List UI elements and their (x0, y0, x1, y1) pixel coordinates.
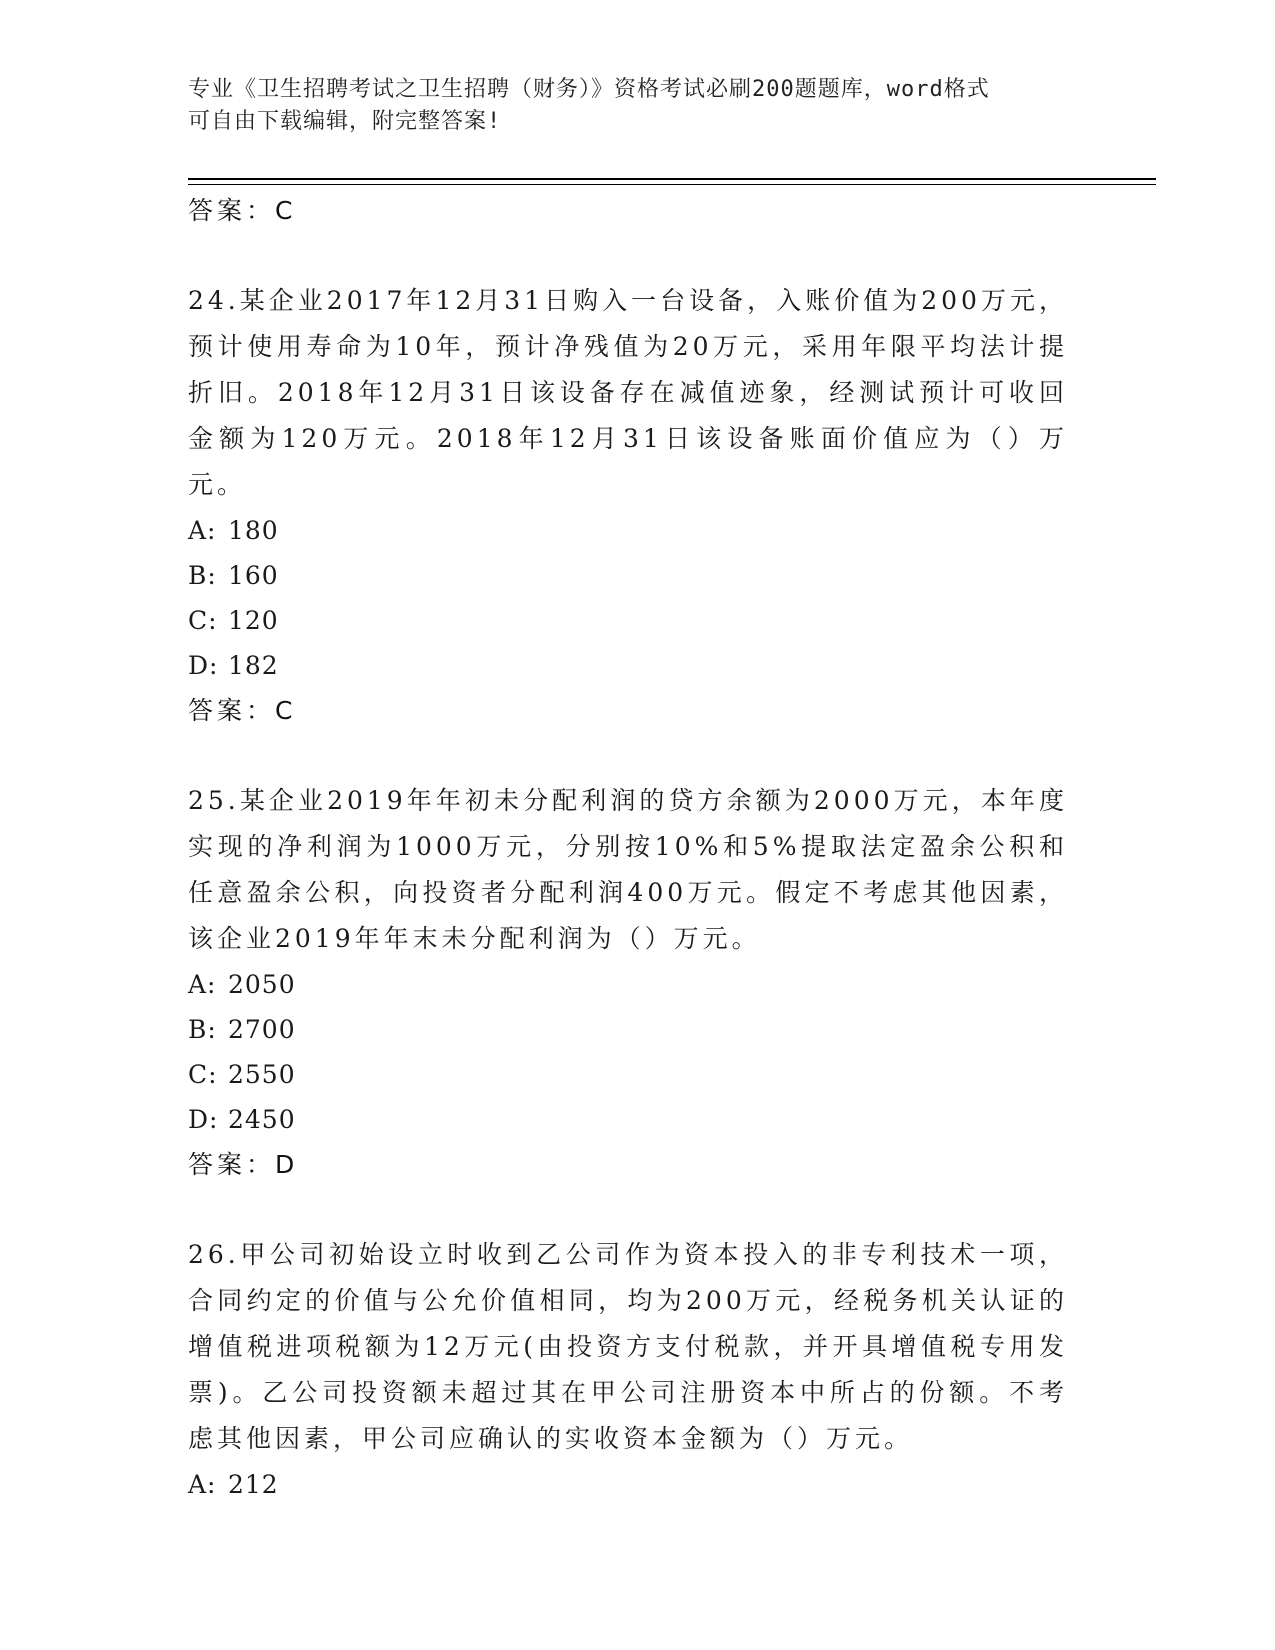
answer-label: 答案： (188, 696, 276, 725)
option-value: 182 (228, 651, 279, 680)
answer-line (188, 1142, 1068, 1187)
option-b (188, 1007, 1068, 1052)
option-a (188, 962, 1068, 1007)
option-value: 2700 (228, 1015, 296, 1044)
answer-label: 答案： (188, 1150, 276, 1179)
question-25-text: 25.某企业2019年年初未分配利润的贷方余额为2000万元，本年度实现的净利润为1000万元，分别按10%和5%提取法定盈余公积和任意盈余公积，向投资者分配利润400万元。假定不考虑其他因素，该企业2019年年末未分配利润为（）万元。 (188, 786, 1068, 953)
question-26-text: 26.甲公司初始设立时收到乙公司作为资本投入的非专利技术一项，合同约定的价值与公允价值相同，均为200万元，经税务机关认证的增值税进项税额为12万元(由投资方支付税款，并开具增值税专用发票)。乙公司投资额未超过其在甲公司注册资本中所占的份额。不考虑其他因素，甲公司应确认的实收资本金额为（）万元。 (188, 1240, 1068, 1453)
option-value: 160 (228, 561, 279, 590)
option-letter: A: (188, 516, 217, 545)
answer-line (188, 188, 1068, 233)
option-letter: D: (188, 651, 219, 680)
option-value: 212 (228, 1470, 279, 1499)
option-c (188, 598, 1068, 643)
question-24-text: 24.某企业2017年12月31日购入一台设备，入账价值为200万元，预计使用寿命为10年，预计净残值为20万元，采用年限平均法计提折旧。2018年12月31日该设备存在减值迹象，经测试预计可收回金额为120万元。2018年12月31日该设备账面价值应为（）万元。 (188, 286, 1068, 499)
answer-line (188, 688, 1068, 733)
option-letter: A: (188, 1470, 217, 1499)
spacer (188, 233, 1068, 278)
option-letter: D: (188, 1105, 219, 1134)
option-d (188, 643, 1068, 688)
page-header (188, 74, 1068, 138)
option-d (188, 1097, 1068, 1142)
option-letter: B: (188, 1015, 217, 1044)
option-value: 2450 (228, 1105, 296, 1134)
option-a (188, 508, 1068, 553)
option-letter: A: (188, 970, 217, 999)
option-letter: B: (188, 561, 217, 590)
questions-content (188, 188, 1068, 1507)
option-b (188, 553, 1068, 598)
spacer (188, 1187, 1068, 1232)
answer-value: D (275, 1150, 297, 1179)
spacer (188, 733, 1068, 778)
answer-value: C (275, 696, 295, 725)
header-line-1: 专业《卫生招聘考试之卫生招聘（财务）》资格考试必刷200题题库，word格式 (188, 77, 990, 102)
option-letter: C: (188, 1060, 218, 1089)
answer-label: 答案： (188, 196, 276, 225)
option-a (188, 1462, 1068, 1507)
option-letter: C: (188, 606, 218, 635)
option-value: 120 (228, 606, 279, 635)
header-rule-thick (188, 178, 1156, 180)
option-value: 2050 (228, 970, 296, 999)
option-value: 180 (228, 516, 279, 545)
option-value: 2550 (228, 1060, 296, 1089)
answer-value: C (275, 196, 295, 225)
header-rule-thin (188, 184, 1156, 185)
option-c (188, 1052, 1068, 1097)
header-line-2: 可自由下载编辑，附完整答案! (188, 109, 502, 134)
